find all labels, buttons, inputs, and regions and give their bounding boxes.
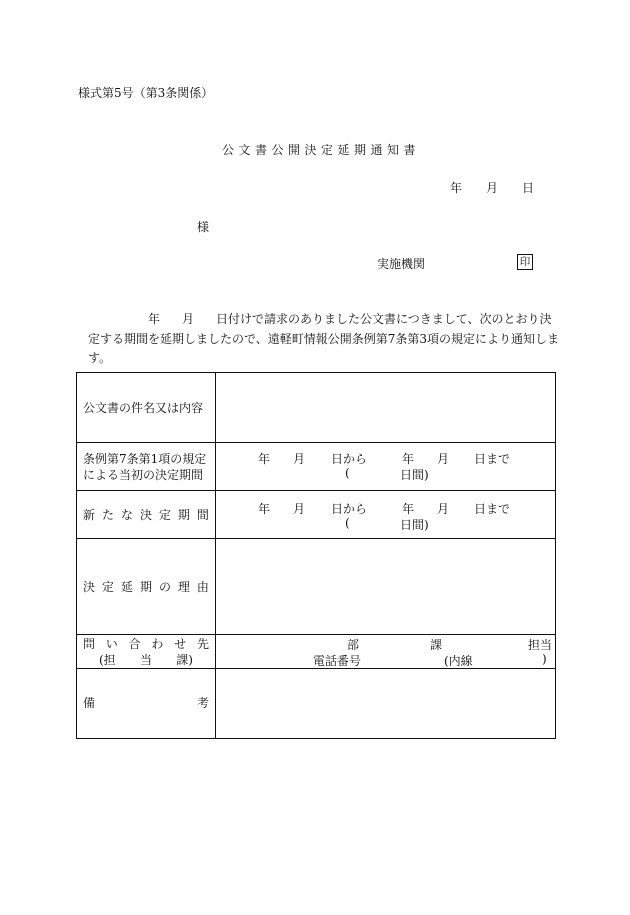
period-days: 日間) — [400, 467, 429, 482]
reason-label-cell — [77, 539, 216, 635]
contact-dept: 部 — [347, 637, 360, 652]
period-to-year: 年 — [402, 501, 415, 516]
period-from: 日から — [331, 451, 368, 466]
addressee-suffix: 様 — [197, 220, 210, 234]
reason-label: 決 定 延 期 の 理 由 — [83, 579, 209, 594]
period-month: 月 — [293, 501, 306, 516]
remarks-label: 備 考 — [83, 696, 209, 710]
original-period-value-cell[interactable] — [216, 443, 556, 491]
period-year: 年 — [258, 451, 271, 466]
table-row — [77, 373, 556, 443]
subject-label: 公文書の件名又は内容 — [83, 400, 204, 415]
contact-value-cell[interactable] — [216, 635, 556, 669]
new-period-label: 新 た な 決 定 期 間 — [83, 507, 209, 522]
notice-line-1 — [148, 310, 552, 327]
remarks-label-cell — [77, 669, 216, 739]
remarks-value-cell[interactable] — [216, 669, 556, 739]
period-to: 日まで — [474, 451, 511, 466]
date-year: 年 — [450, 181, 463, 195]
contact-label-line2: (担 当 課) — [99, 652, 193, 667]
original-period-label-line2: による当初の決定期間 — [83, 467, 204, 482]
period-to-month: 月 — [437, 501, 450, 516]
period-paren-open: ( — [345, 515, 350, 530]
date-day: 日 — [522, 181, 535, 195]
contact-ext: (内線 — [444, 653, 473, 668]
original-period-label-cell — [77, 443, 216, 491]
period-paren-open: ( — [345, 465, 350, 480]
agency-label: 実施機関 — [377, 257, 426, 271]
period-to-year: 年 — [402, 451, 415, 466]
period-from: 日から — [331, 501, 368, 516]
contact-label-line1: 問 い 合 わ せ 先 — [83, 636, 209, 651]
contact-label-cell — [77, 635, 216, 669]
period-year: 年 — [258, 501, 271, 516]
contact-ext-close: ) — [542, 651, 547, 666]
notice-month: 月 — [182, 312, 195, 326]
original-period-label-line1: 条例第7条第1項の規定 — [83, 451, 207, 466]
contact-person: 担当 — [528, 637, 553, 652]
table-row — [77, 491, 556, 539]
table-row — [77, 635, 556, 669]
new-period-value-cell[interactable] — [216, 491, 556, 539]
subject-value-cell[interactable] — [216, 373, 556, 443]
seal-mark: 印 — [517, 254, 533, 270]
period-month: 月 — [293, 451, 306, 466]
table-row — [77, 669, 556, 739]
period-days: 日間) — [400, 517, 429, 532]
date-month: 月 — [486, 181, 499, 195]
notice-line-1-rest: 日付けで請求のありました公文書につきまして、次のとおり決 — [216, 312, 552, 326]
notice-year: 年 — [148, 312, 161, 326]
document-title: 公文書公開決定延期通知書 — [222, 143, 421, 157]
notice-line-3: す。 — [88, 351, 112, 365]
reason-value-cell[interactable] — [216, 539, 556, 635]
contact-phone: 電話番号 — [313, 653, 362, 668]
subject-label-cell — [77, 373, 216, 443]
table-row — [77, 443, 556, 491]
period-to-month: 月 — [437, 451, 450, 466]
period-to: 日まで — [474, 501, 511, 516]
notice-line-2: 定する期間を延期しましたので、遠軽町情報公開条例第7条第3項の規定により通知しま — [88, 332, 560, 346]
table-row — [77, 539, 556, 635]
contact-section: 課 — [430, 637, 443, 652]
new-period-label-cell — [77, 491, 216, 539]
form-number: 様式第5号（第3条関係） — [78, 86, 214, 100]
notice-table — [76, 372, 556, 739]
